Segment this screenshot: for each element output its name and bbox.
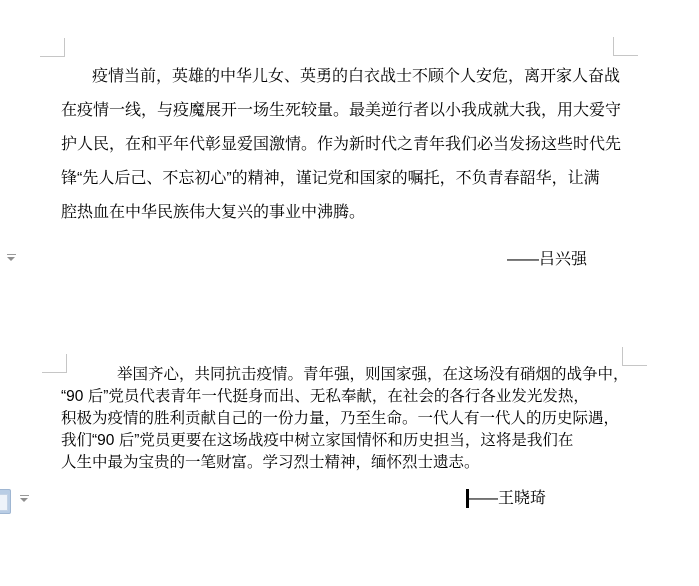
- paragraph-2-line[interactable]: 举国齐心，共同抗击疫情。青年强，则国家强，在这场没有硝烟的战争中，: [117, 366, 629, 383]
- text-boundary-mark-top-left: [40, 38, 65, 57]
- paragraph-1-line[interactable]: 腔热血在中华民族伟大复兴的事业中沸腾。: [61, 204, 366, 221]
- dropdown-triangle: [7, 257, 15, 261]
- dropdown-bar: [20, 495, 29, 496]
- paragraph-1-line[interactable]: 锋“先人后己、不忘初心”的精神，谨记党和国家的嘱托，不负青春韶华，让满: [61, 170, 600, 187]
- dropdown-triangle: [20, 498, 28, 502]
- paste-options-dropdown-arrow-icon[interactable]: [20, 495, 29, 503]
- dropdown-bar: [7, 254, 16, 255]
- clipboard-icon[interactable]: [0, 489, 11, 514]
- paragraph-1-line[interactable]: 护人民，在和平年代彰显爱国激情。作为新时代之青年我们必当发扬这些时代先: [61, 136, 622, 153]
- text-boundary-mark-top-right: [613, 37, 638, 56]
- paragraph-2-line[interactable]: 我们“90 后”党员更要在这场战疫中树立家国情怀和历史担当，这将是我们在: [61, 432, 574, 449]
- paragraph-2-line[interactable]: “90 后”党员代表青年一代挺身而出、无私奉献，在社会的各行各业发光发热，: [61, 388, 589, 405]
- attribution-lv-xingqiang[interactable]: ——吕兴强: [507, 251, 588, 268]
- paragraph-2-line[interactable]: 人生中最为宝贵的一笔财富。学习烈士精神，缅怀烈士遗志。: [61, 454, 480, 471]
- paragraph-1-line[interactable]: 在疫情一线，与疫魔展开一场生死较量。最美逆行者以小我成就大我，用大爱守: [61, 102, 622, 119]
- autocorrect-options-arrow-icon[interactable]: [7, 254, 16, 262]
- paragraph-2-line[interactable]: 积极为疫情的胜利贡献自己的一份力量，乃至生命。一代人有一代人的历史际遇，: [61, 410, 620, 427]
- paragraph-2[interactable]: [61, 364, 636, 474]
- attribution-wang-xiaoqi[interactable]: ——王晓琦: [466, 489, 547, 507]
- paragraph-1-line[interactable]: 疫情当前，英雄的中华儿女、英勇的白衣战士不顾个人安危，离开家人奋战: [92, 68, 621, 85]
- attribution-wang-xiaoqi-row[interactable]: [466, 489, 547, 508]
- clipboard-sheet: [0, 494, 8, 511]
- paragraph-1[interactable]: [61, 60, 636, 230]
